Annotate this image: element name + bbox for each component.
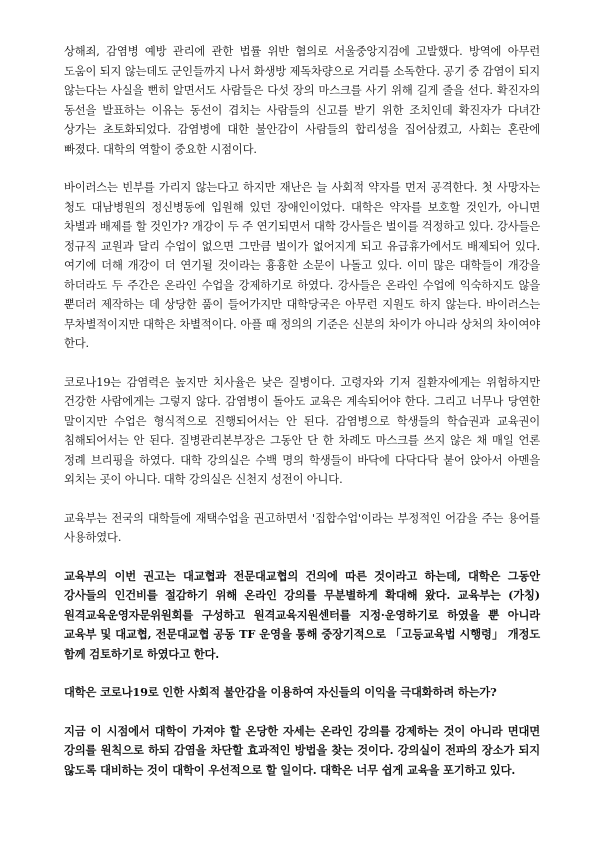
paragraph-5: 교육부의 이번 권고는 대교협과 전문대교협의 건의에 따른 것이라고 하는데, 대학은 그동안 강사들의 인건비를 절감하기 위해 온라인 강의를 무분별하게 확대해 왔다. 교육부는 (가칭)원격교육운영자문위원회를 구성하고 원격교육지원센터를 지정·운영하기로 하였을 뿐 아니라 교육부 및 대교협, 전문대교협 공동 TF 운영을 통해 중장기적으로 「고등교육법 시행령」 개정도 함께 검토하기로 하였다고 한다.	[64, 568, 540, 661]
paragraph-2: 바이러스는 빈부를 가리지 않는다고 하지만 재난은 늘 사회적 약자를 먼저 공격한다. 첫 사망자는 청도 대남병원의 정신병동에 입원해 있던 장애인이었다. 대학은 약자를 보호할 것인가, 아니면 차별과 배제를 할 것인가? 개강이 두 주 연기되면서 대학 강사들은 벌이를 걱정하고 있다. 강사들은 정규직 교원과 달리 수업이 없으면 그만큼 벌이가 없어지게 되고 유급휴가에서도 배제되어 있다. 여기에 더해 개강이 더 연기될 것이라는 흉흉한 소문이 나돌고 있다. 이미 많은 대학들이 개강을 하더라도 두 주간은 온라인 수업을 강제하기로 하였다. 강사들은 온라인 수업에 익숙하지도 않을 뿐더러 제작하는 데 상당한 품이 들어가지만 대학당국은 아무런 지원도 하지 않는다. 바이러스는 무차별적이지만 대학은 차별적이다. 아플 때 정의의 기준은 신분의 차이가 아니라 상처의 차이여야 한다.	[64, 181, 540, 350]
paragraph-3: 코로나19는 감염력은 높지만 치사율은 낮은 질병이다. 고령자와 기저 질환자에게는 위험하지만 건강한 사람에게는 그렇지 않다. 감염병이 돌아도 교육은 계속되어야 한다. 그리고 너무나 당연한 말이지만 수업은 형식적으로 진행되어서는 안 된다. 감염병으로 학생들의 학습권과 교육권이 침해되어서는 안 된다. 질병관리본부장은 그동안 단 한 차례도 마스크를 쓰지 않은 채 매일 언론 정례 브리핑을 하였다. 대학 강의실은 수백 명의 학생들이 바닥에 다닥다닥 붙어 앉아서 아멘을 외치는 곳이 아니다. 대학 강의실은 신천지 성전이 아니다.	[64, 375, 540, 486]
document-page	[64, 42, 540, 780]
paragraph-4: 교육부는 전국의 대학들에 재택수업을 권고하면서 '집합수업'이라는 부정적인 어감을 주는 용어를 사용하였다.	[64, 511, 540, 544]
paragraph-6: 대학은 코로나19로 인한 사회적 불안감을 이용하여 자신들의 이익을 극대화하려 하는가?	[64, 685, 497, 699]
paragraph-1: 상해죄, 감염병 예방 관리에 관한 법률 위반 혐의로 서울중앙지검에 고발했다. 방역에 아무런 도움이 되지 않는데도 군인들까지 나서 화생방 제독차량으로 거리를 소독한다. 공기 중 감염이 되지 않는다는 사실을 뻔히 알면서도 사람들은 다섯 장의 마스크를 사기 위해 길게 줄을 선다. 확진자의 동선을 발표하는 이유는 동선이 겹치는 사람들의 신고를 받기 위한 조치인데 확진자가 다녀간 상가는 초토화되었다. 감염병에 대한 불안감이 사람들의 합리성을 집어삼켰고, 사회는 혼란에 빠졌다. 대학의 역할이 중요한 시점이다.	[64, 45, 540, 156]
paragraph-7: 지금 이 시점에서 대학이 가져야 할 온당한 자세는 온라인 강의를 강제하는 것이 아니라 면대면 강의를 원칙으로 하되 감염을 차단할 효과적인 방법을 찾는 것이다. 강의실이 전파의 장소가 되지 않도록 대비하는 것이 대학이 우선적으로 할 일이다. 대학은 너무 쉽게 교육을 포기하고 있다.	[64, 723, 540, 777]
